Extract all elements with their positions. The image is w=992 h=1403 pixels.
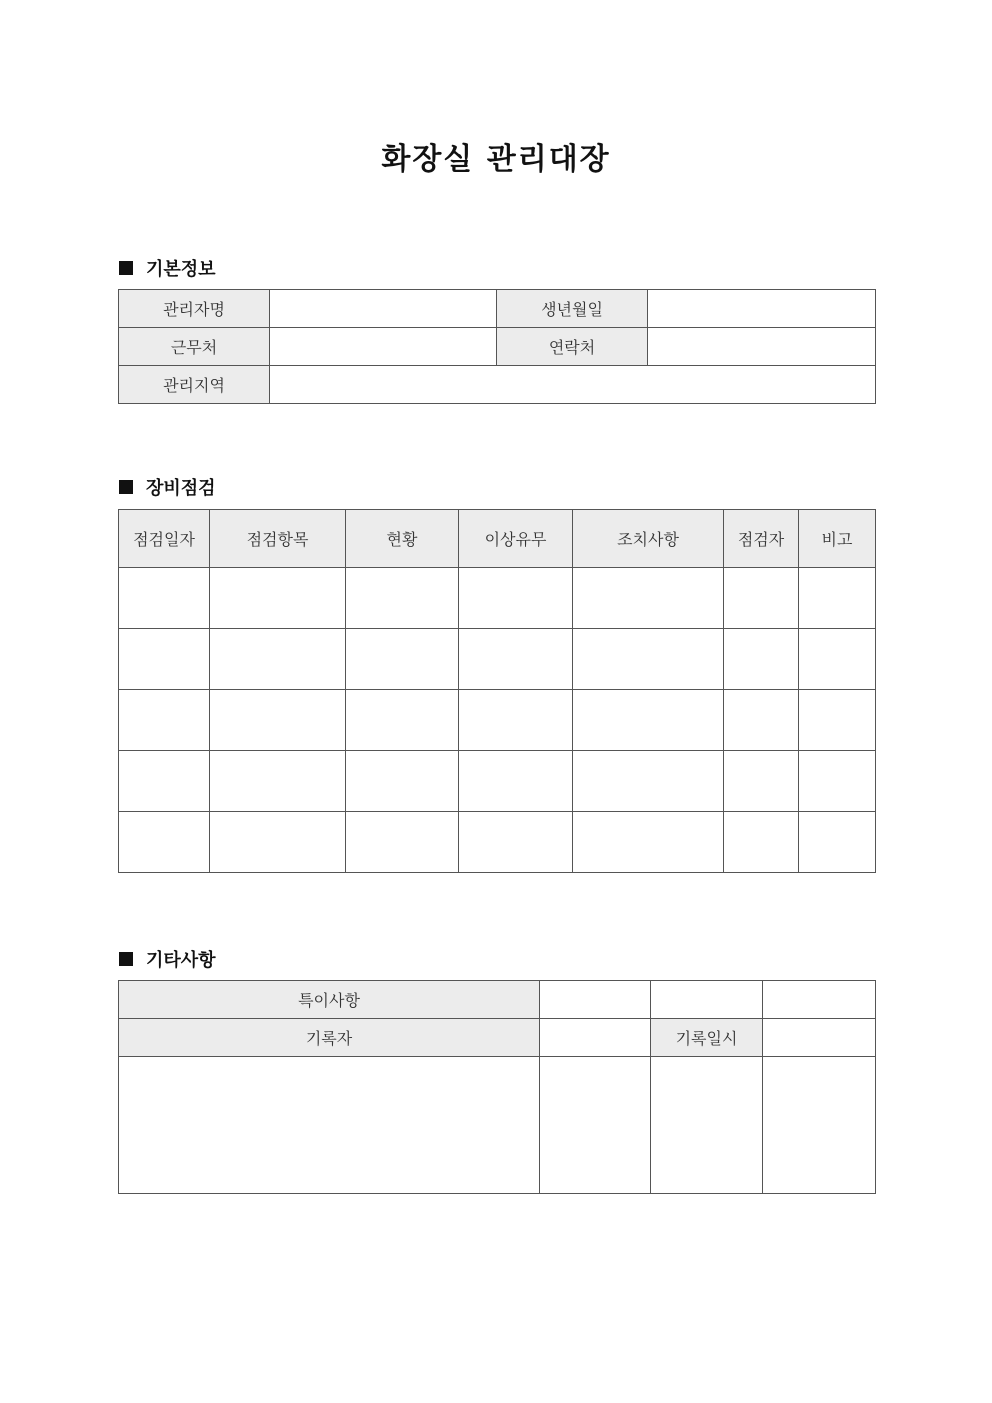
cell-abnormality[interactable] bbox=[459, 629, 573, 690]
table-row bbox=[119, 629, 876, 690]
cell-abnormality[interactable] bbox=[459, 812, 573, 873]
cell-check-date[interactable] bbox=[119, 568, 210, 629]
field-notes-content[interactable] bbox=[119, 1057, 540, 1194]
table-row bbox=[119, 690, 876, 751]
cell-check-date[interactable] bbox=[119, 629, 210, 690]
cell-inspector[interactable] bbox=[724, 751, 799, 812]
cell-abnormality[interactable] bbox=[459, 568, 573, 629]
cell-status[interactable] bbox=[346, 690, 459, 751]
cell-status[interactable] bbox=[346, 812, 459, 873]
cell-action-taken[interactable] bbox=[573, 690, 724, 751]
cell-check-date[interactable] bbox=[119, 751, 210, 812]
cell-remarks[interactable] bbox=[799, 812, 876, 873]
etc-table bbox=[118, 980, 876, 1194]
cell-check-date[interactable] bbox=[119, 690, 210, 751]
field-extra-3[interactable] bbox=[763, 1057, 876, 1194]
header-action-taken: 조치사항 bbox=[573, 510, 724, 568]
field-birth-date[interactable] bbox=[648, 290, 876, 328]
field-notes-1[interactable] bbox=[540, 981, 651, 1019]
cell-abnormality[interactable] bbox=[459, 690, 573, 751]
label-workplace: 근무처 bbox=[119, 328, 270, 366]
header-check-date: 점검일자 bbox=[119, 510, 210, 568]
field-manager-name[interactable] bbox=[270, 290, 497, 328]
header-inspector: 점검자 bbox=[724, 510, 799, 568]
field-extra-1[interactable] bbox=[540, 1057, 651, 1194]
label-birth-date: 생년월일 bbox=[497, 290, 648, 328]
page-title: 화장실 관리대장 bbox=[381, 142, 611, 177]
cell-inspector[interactable] bbox=[724, 568, 799, 629]
field-area[interactable] bbox=[270, 366, 876, 404]
cell-remarks[interactable] bbox=[799, 690, 876, 751]
header-status: 현황 bbox=[346, 510, 459, 568]
header-abnormality: 이상유무 bbox=[459, 510, 573, 568]
cell-inspector[interactable] bbox=[724, 812, 799, 873]
cell-inspector[interactable] bbox=[724, 629, 799, 690]
section-heading-equipment bbox=[119, 474, 216, 500]
label-area: 관리지역 bbox=[119, 366, 270, 404]
label-record-datetime: 기록일시 bbox=[651, 1019, 763, 1057]
square-bullet-icon bbox=[119, 261, 133, 275]
cell-check-item[interactable] bbox=[210, 751, 346, 812]
header-remarks: 비고 bbox=[799, 510, 876, 568]
table-row bbox=[119, 812, 876, 873]
field-record-datetime[interactable] bbox=[763, 1019, 876, 1057]
section-heading-basic-label: 기본정보 bbox=[146, 259, 216, 280]
field-workplace[interactable] bbox=[270, 328, 497, 366]
section-heading-etc-label: 기타사항 bbox=[146, 950, 216, 971]
cell-action-taken[interactable] bbox=[573, 812, 724, 873]
field-contact[interactable] bbox=[648, 328, 876, 366]
field-notes-3[interactable] bbox=[763, 981, 876, 1019]
section-heading-etc bbox=[119, 946, 216, 972]
field-recorder[interactable] bbox=[540, 1019, 651, 1057]
table-row bbox=[119, 568, 876, 629]
cell-check-item[interactable] bbox=[210, 629, 346, 690]
field-notes-2[interactable] bbox=[651, 981, 763, 1019]
label-recorder: 기록자 bbox=[119, 1019, 540, 1057]
square-bullet-icon bbox=[119, 480, 133, 494]
label-contact: 연락처 bbox=[497, 328, 648, 366]
cell-check-item[interactable] bbox=[210, 690, 346, 751]
label-notes: 특이사항 bbox=[119, 981, 540, 1019]
label-manager-name: 관리자명 bbox=[119, 290, 270, 328]
cell-status[interactable] bbox=[346, 751, 459, 812]
table-row bbox=[119, 751, 876, 812]
cell-status[interactable] bbox=[346, 568, 459, 629]
section-heading-basic bbox=[119, 255, 216, 281]
header-check-item: 점검항목 bbox=[210, 510, 346, 568]
cell-inspector[interactable] bbox=[724, 690, 799, 751]
basic-info-table bbox=[118, 289, 876, 404]
cell-abnormality[interactable] bbox=[459, 751, 573, 812]
cell-action-taken[interactable] bbox=[573, 751, 724, 812]
cell-remarks[interactable] bbox=[799, 629, 876, 690]
cell-remarks[interactable] bbox=[799, 568, 876, 629]
cell-check-item[interactable] bbox=[210, 812, 346, 873]
equipment-check-table bbox=[118, 509, 876, 873]
field-extra-2[interactable] bbox=[651, 1057, 763, 1194]
section-heading-equipment-label: 장비점검 bbox=[146, 478, 216, 499]
cell-action-taken[interactable] bbox=[573, 568, 724, 629]
square-bullet-icon bbox=[119, 952, 133, 966]
cell-status[interactable] bbox=[346, 629, 459, 690]
cell-remarks[interactable] bbox=[799, 751, 876, 812]
cell-check-date[interactable] bbox=[119, 812, 210, 873]
cell-action-taken[interactable] bbox=[573, 629, 724, 690]
cell-check-item[interactable] bbox=[210, 568, 346, 629]
